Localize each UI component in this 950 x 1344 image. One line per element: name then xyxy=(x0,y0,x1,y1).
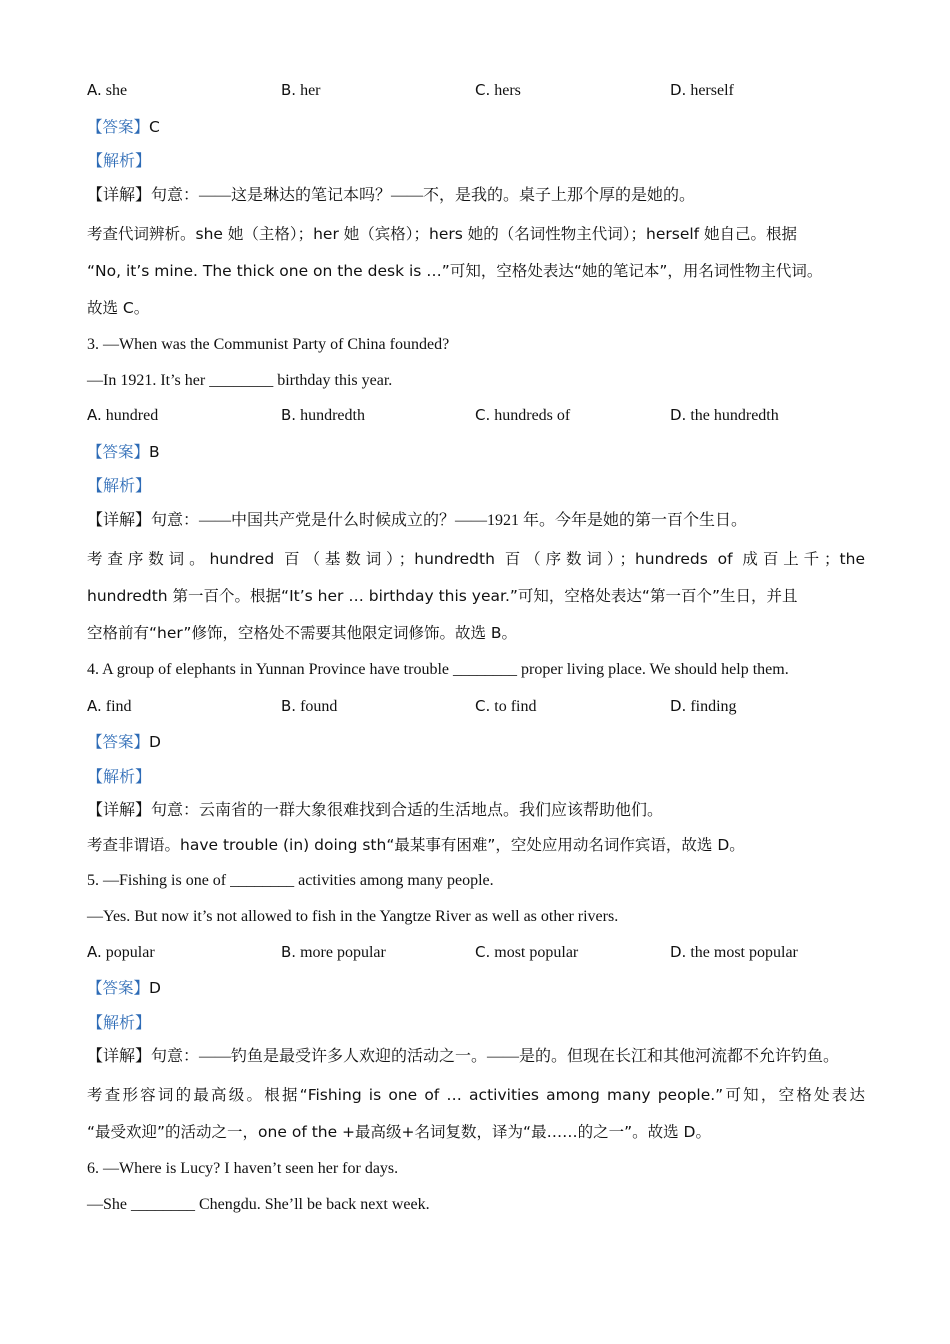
detail-line: 【详解】句意：——钓鱼是最受许多人欢迎的活动之一。——是的。但现在长江和其他河流都不允许钓鱼。 xyxy=(87,1048,840,1065)
explanation-line: hundredth 第一百个。根据“It’s her … birthday this year.”可知，空格处表达“第一百个”生日，并且 xyxy=(87,587,798,605)
explanation-line: 考查序数词。hundred 百（基数词）；hundredth 百（序数词）；hundreds of 成百上千；the xyxy=(87,550,865,568)
detail-line: 【详解】句意：云南省的一群大象很难找到合适的生活地点。我们应该帮助他们。 xyxy=(87,802,664,819)
answer-line: 【答案】C xyxy=(87,118,160,136)
explanation-line: “No, it’s mine. The thick one on the desk is …”可知，空格处表达“她的笔记本”，用名词性物主代词。 xyxy=(87,262,823,280)
option-a: A. popular xyxy=(87,943,155,961)
explanation-line: 故选 C。 xyxy=(87,299,150,317)
option-d: D. the hundredth xyxy=(670,406,779,424)
question-4: 4. A group of elephants in Yunnan Province have trouble ________ proper living place. We should help them. xyxy=(87,661,789,678)
option-c: C. hundreds of xyxy=(475,406,571,424)
option-d: D. finding xyxy=(670,697,737,715)
option-b: B. hundredth xyxy=(281,406,365,424)
option-d: D. herself xyxy=(670,81,734,99)
answer-line: 【答案】D xyxy=(87,979,161,997)
analysis-tag: 【解析】 xyxy=(87,1015,152,1032)
analysis-tag: 【解析】 xyxy=(87,153,152,170)
explanation-line: 考查代词辨析。she 她（主格）；her 她（宾格）；hers 她的（名词性物主代词）；herself 她自己。根据 xyxy=(87,225,798,243)
answer-line: 【答案】B xyxy=(87,443,160,461)
explanation-line: “最受欢迎”的活动之一，one of the +最高级+名词复数，译为“最……的之一”。故选 D。 xyxy=(87,1123,711,1141)
explanation-line: 考查非谓语。have trouble (in) doing sth“最某事有困难”，空处应用动名词作宾语，故选 D。 xyxy=(87,836,745,854)
explanation-line: 空格前有“her”修饰，空格处不需要其他限定词修饰。故选 B。 xyxy=(87,624,518,642)
analysis-tag: 【解析】 xyxy=(87,478,152,495)
question-6: 6. —Where is Lucy? I haven’t seen her for days. xyxy=(87,1160,399,1177)
option-a: A. hundred xyxy=(87,406,159,424)
option-d: D. the most popular xyxy=(670,943,798,961)
question-5: 5. —Fishing is one of ________ activities among many people. xyxy=(87,872,494,889)
analysis-tag: 【解析】 xyxy=(87,769,152,786)
question-5-dialog: —Yes. But now it’s not allowed to fish in the Yangtze River as well as other rivers. xyxy=(87,908,619,925)
option-a: A. she xyxy=(87,81,128,99)
explanation-line: 考查形容词的最高级。根据“Fishing is one of … activities among many people.”可知，空格处表达 xyxy=(87,1086,865,1104)
answer-line: 【答案】D xyxy=(87,733,161,751)
option-c: C. to find xyxy=(475,697,537,715)
question-6-dialog: —She ________ Chengdu. She’ll be back next week. xyxy=(87,1196,430,1213)
option-c: C. most popular xyxy=(475,943,579,961)
option-c: C. hers xyxy=(475,81,521,99)
question-3-dialog: —In 1921. It’s her ________ birthday this year. xyxy=(87,372,393,389)
option-b: B. more popular xyxy=(281,943,386,961)
detail-line: 【详解】句意：——这是琳达的笔记本吗？——不，是我的。桌子上那个厚的是她的。 xyxy=(87,187,696,204)
detail-line: 【详解】句意：——中国共产党是什么时候成立的？——1921 年。今年是她的第一百个生日。 xyxy=(87,512,748,529)
option-b: B. found xyxy=(281,697,338,715)
question-3: 3. —When was the Communist Party of China founded? xyxy=(87,336,450,353)
option-a: A. find xyxy=(87,697,132,715)
option-b: B. her xyxy=(281,81,321,99)
